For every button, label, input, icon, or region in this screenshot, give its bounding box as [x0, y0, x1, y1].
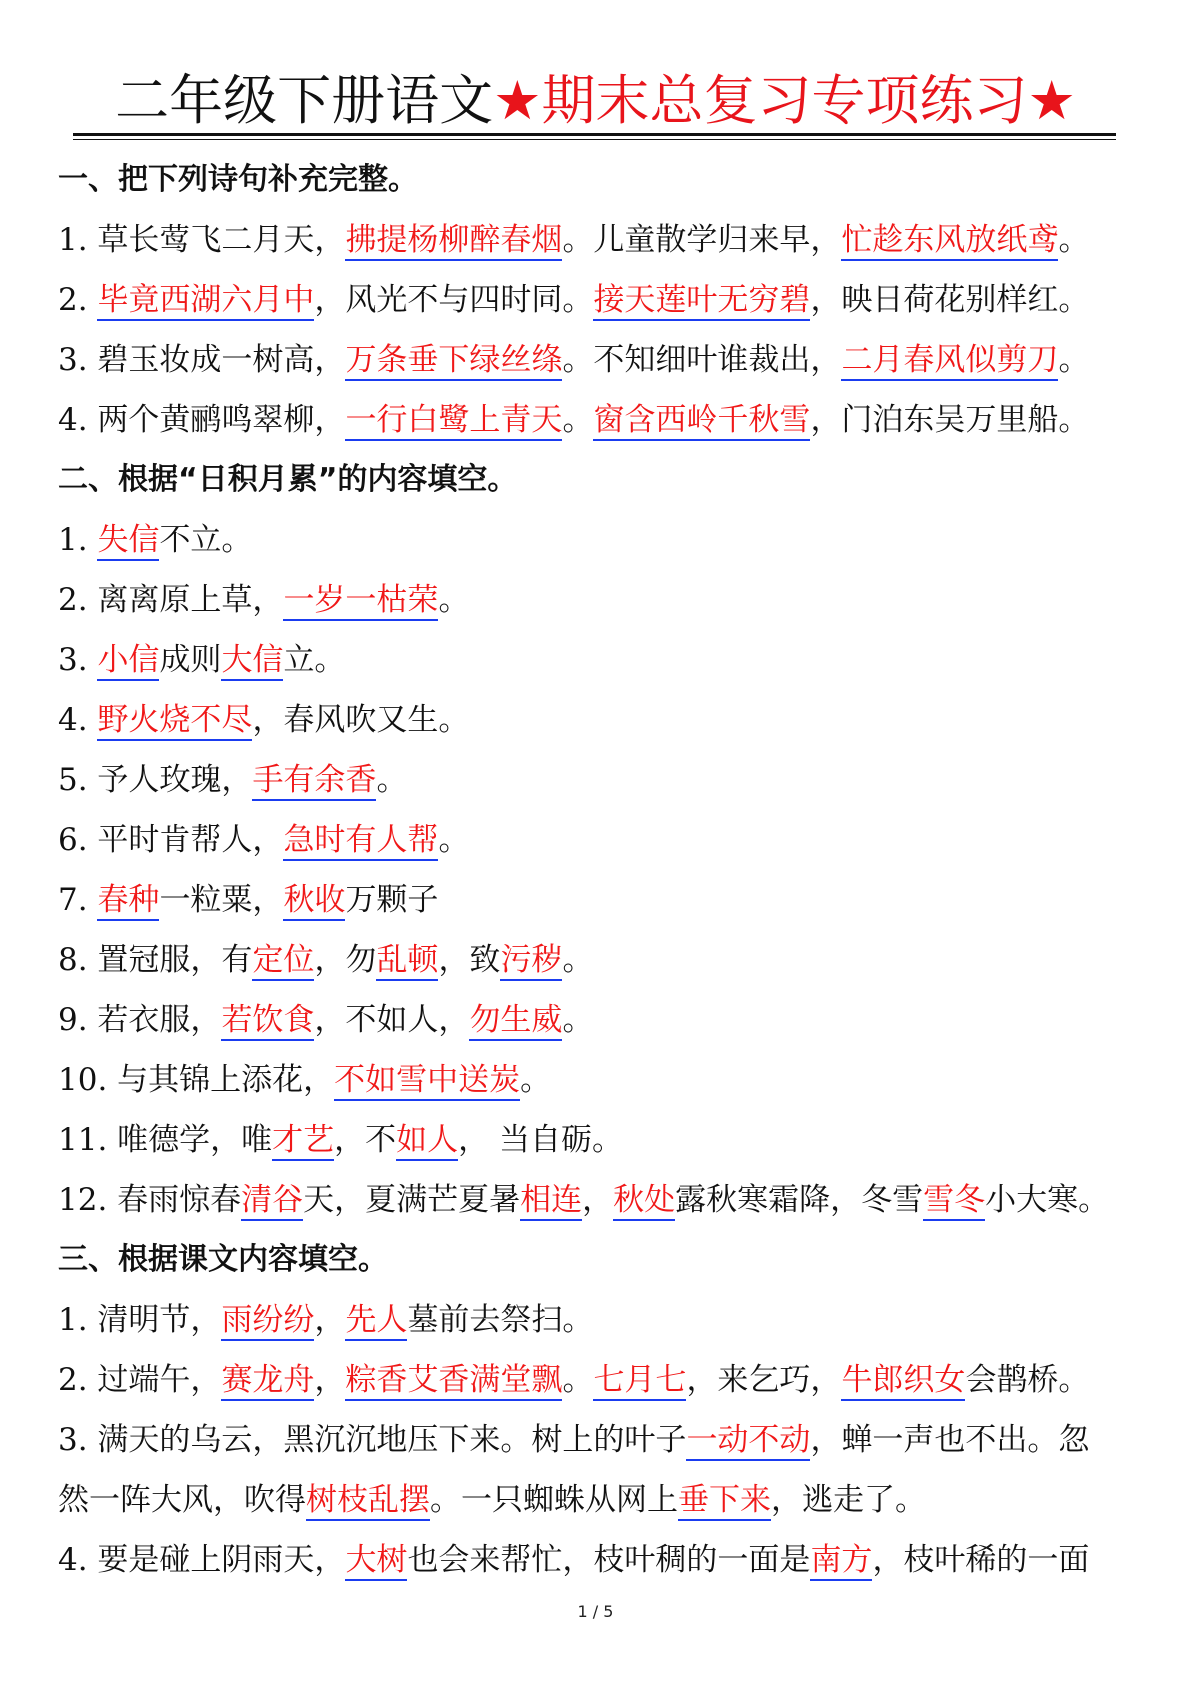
question-text: 万颗子 [345, 882, 439, 918]
answer-blank: 勿生威 [469, 1002, 562, 1041]
question-text: 墓前去祭扫。 [407, 1302, 594, 1338]
answer-blank: 一岁一枯荣 [283, 582, 438, 621]
answer-blank: 不如雪中送炭 [334, 1062, 520, 1101]
question-text: 5. 予人玫瑰， [58, 762, 253, 798]
question-text: 8. 置冠服，有 [58, 942, 253, 978]
section-heading: 二、根据“日积月累”的内容填空。 [58, 462, 518, 497]
exercise-line [58, 390, 1178, 450]
question-text: 。 [562, 1002, 594, 1038]
answer-blank: 雨纷纷 [221, 1302, 314, 1341]
question-text: 12. 春雨惊春 [58, 1182, 242, 1218]
answer-blank: 粽香艾香满堂飘 [345, 1362, 562, 1401]
answer-blank: 接天莲叶无穷碧 [593, 282, 810, 321]
question-text: 3. [58, 642, 98, 678]
question-text: 立。 [283, 642, 346, 678]
question-text: 9. 若衣服， [58, 1002, 222, 1038]
answer-blank: 才艺 [272, 1122, 334, 1161]
exercise-line [58, 810, 1178, 870]
question-text: ，门泊东吴万里船。 [810, 402, 1090, 438]
question-text: ，不 [334, 1122, 397, 1158]
question-text: ， [314, 1302, 346, 1338]
exercise-line [58, 930, 1178, 990]
answer-blank: 相连 [520, 1182, 582, 1221]
exercise-line [58, 510, 1178, 570]
question-text: ，风光不与四时同。 [314, 282, 594, 318]
question-text: ，逃走了。 [771, 1482, 926, 1518]
question-text: ，致 [438, 942, 501, 978]
question-text: 4. 要是碰上阴雨天， [58, 1542, 346, 1578]
question-text: 。一只蜘蛛从网上 [430, 1482, 678, 1518]
question-text: ，春风吹又生。 [252, 702, 470, 738]
answer-blank: 定位 [252, 942, 314, 981]
answer-blank: 秋处 [613, 1182, 675, 1221]
exercise-line [58, 1350, 1178, 1410]
question-text: 11. 唯德学，唯 [58, 1122, 273, 1158]
title-rule-thick [73, 133, 1116, 136]
question-text: 露秋寒霜降，冬雪 [675, 1182, 924, 1218]
question-text: 。 [438, 822, 470, 858]
exercise-line [58, 1470, 1178, 1530]
question-text: 。儿童散学归来早， [562, 222, 842, 258]
section-heading: 三、根据课文内容填空。 [58, 1242, 388, 1277]
answer-blank: 乱顿 [376, 942, 438, 981]
answer-blank: 若饮食 [221, 1002, 314, 1041]
question-text: 。 [1058, 222, 1090, 258]
question-text: ，映日荷花别样红。 [810, 282, 1090, 318]
question-text: 。 [438, 582, 470, 618]
answer-blank: 南方 [810, 1542, 872, 1581]
answer-blank: 手有余香 [252, 762, 376, 801]
answer-blank: 垂下来 [678, 1482, 771, 1521]
answer-blank: 污秽 [500, 942, 562, 981]
exercise-line [58, 630, 1178, 690]
answer-blank: 失信 [97, 522, 159, 561]
question-text: 。 [562, 1362, 594, 1398]
question-text: 一粒粟， [159, 882, 284, 918]
answer-blank: 先人 [345, 1302, 407, 1341]
question-text: 3. 碧玉妆成一树高， [58, 342, 346, 378]
answer-blank: 二月春风似剪刀 [841, 342, 1058, 381]
exercise-line [58, 1290, 1178, 1350]
exercise-line [58, 690, 1178, 750]
question-text: 也会来帮忙，枝叶稠的一面是 [407, 1542, 811, 1578]
question-text: ，来乞巧， [686, 1362, 842, 1398]
question-text: 1. 清明节， [58, 1302, 222, 1338]
answer-blank: 大树 [345, 1542, 407, 1581]
exercise-line [58, 750, 1178, 810]
answer-blank: 忙趁东风放纸鸢 [841, 222, 1058, 261]
answer-blank: 窗含西岭千秋雪 [593, 402, 810, 441]
question-text: 2. 离离原上草， [58, 582, 284, 618]
question-text: 3. 满天的乌云，黑沉沉地压下来。树上的叶子 [58, 1422, 687, 1458]
title-rule-thin [73, 139, 1116, 140]
question-text: ，枝叶稀的一面 [872, 1542, 1090, 1578]
answer-blank: 牛郎织女 [841, 1362, 965, 1401]
answer-blank: 万条垂下绿丝绦 [345, 342, 562, 381]
exercise-line [58, 1050, 1178, 1110]
question-text: 1. [58, 522, 98, 558]
question-text: ，不如人， [314, 1002, 470, 1038]
answer-blank: 一行白鹭上青天 [345, 402, 562, 441]
answer-blank: 急时有人帮 [283, 822, 438, 861]
question-text: 不立。 [159, 522, 253, 558]
question-text: ， [582, 1182, 614, 1218]
question-text: ， [314, 1362, 346, 1398]
answer-blank: 野火烧不尽 [97, 702, 252, 741]
question-text: 4. [58, 702, 98, 738]
answer-blank: 树枝乱摆 [306, 1482, 430, 1521]
question-text: 4. 两个黄鹂鸣翠柳， [58, 402, 346, 438]
answer-blank: 如人 [396, 1122, 458, 1161]
question-text: 。 [1058, 342, 1090, 378]
question-text: 天，夏满芒夏暑 [303, 1182, 521, 1218]
worksheet-content [58, 150, 1178, 1590]
answer-blank: 赛龙舟 [221, 1362, 314, 1401]
question-text: 。 [562, 402, 594, 438]
exercise-line [58, 990, 1178, 1050]
question-text: 然一阵大风，吹得 [58, 1482, 306, 1518]
question-text: 。 [520, 1062, 552, 1098]
exercise-line [58, 270, 1178, 330]
question-text: ，蝉一声也不出。忽 [810, 1422, 1090, 1458]
question-text: 7. [58, 882, 98, 918]
page-title [0, 68, 1191, 134]
answer-blank: 拂提杨柳醉春烟 [345, 222, 562, 261]
title-highlight: ★期末总复习专项练习★ [493, 69, 1076, 132]
answer-blank: 七月七 [593, 1362, 686, 1401]
question-text: 会鹊桥。 [965, 1362, 1090, 1398]
exercise-line [58, 210, 1178, 270]
question-text: 。 [562, 942, 594, 978]
exercise-line [58, 1170, 1178, 1230]
title-main: 二年级下册语文 [115, 69, 494, 132]
answer-blank: 雪冬 [923, 1182, 985, 1221]
question-text: 。 [376, 762, 408, 798]
question-text: 小大寒。 [985, 1182, 1110, 1218]
question-text: 成则 [159, 642, 222, 678]
question-text: 1. 草长莺飞二月天， [58, 222, 346, 258]
answer-blank: 大信 [221, 642, 283, 681]
exercise-line [58, 330, 1178, 390]
question-text: 。不知细叶谁裁出， [562, 342, 842, 378]
exercise-line [58, 570, 1178, 630]
answer-blank: 春种 [97, 882, 159, 921]
question-text: ， 当自砺。 [458, 1122, 624, 1158]
question-text: 6. 平时肯帮人， [58, 822, 284, 858]
exercise-line [58, 1530, 1178, 1590]
answer-blank: 秋收 [283, 882, 345, 921]
question-text: 10. 与其锦上添花， [58, 1062, 335, 1098]
answer-blank: 一动不动 [686, 1422, 810, 1461]
exercise-line [58, 1110, 1178, 1170]
question-text: 2. 过端午， [58, 1362, 222, 1398]
page-number: 1 / 5 [577, 1602, 614, 1621]
exercise-line [58, 1410, 1178, 1470]
question-text: ，勿 [314, 942, 377, 978]
exercise-line [58, 870, 1178, 930]
answer-blank: 毕竟西湖六月中 [97, 282, 314, 321]
question-text: 2. [58, 282, 98, 318]
answer-blank: 小信 [97, 642, 159, 681]
answer-blank: 清谷 [241, 1182, 303, 1221]
section-heading: 一、把下列诗句补充完整。 [58, 162, 418, 197]
